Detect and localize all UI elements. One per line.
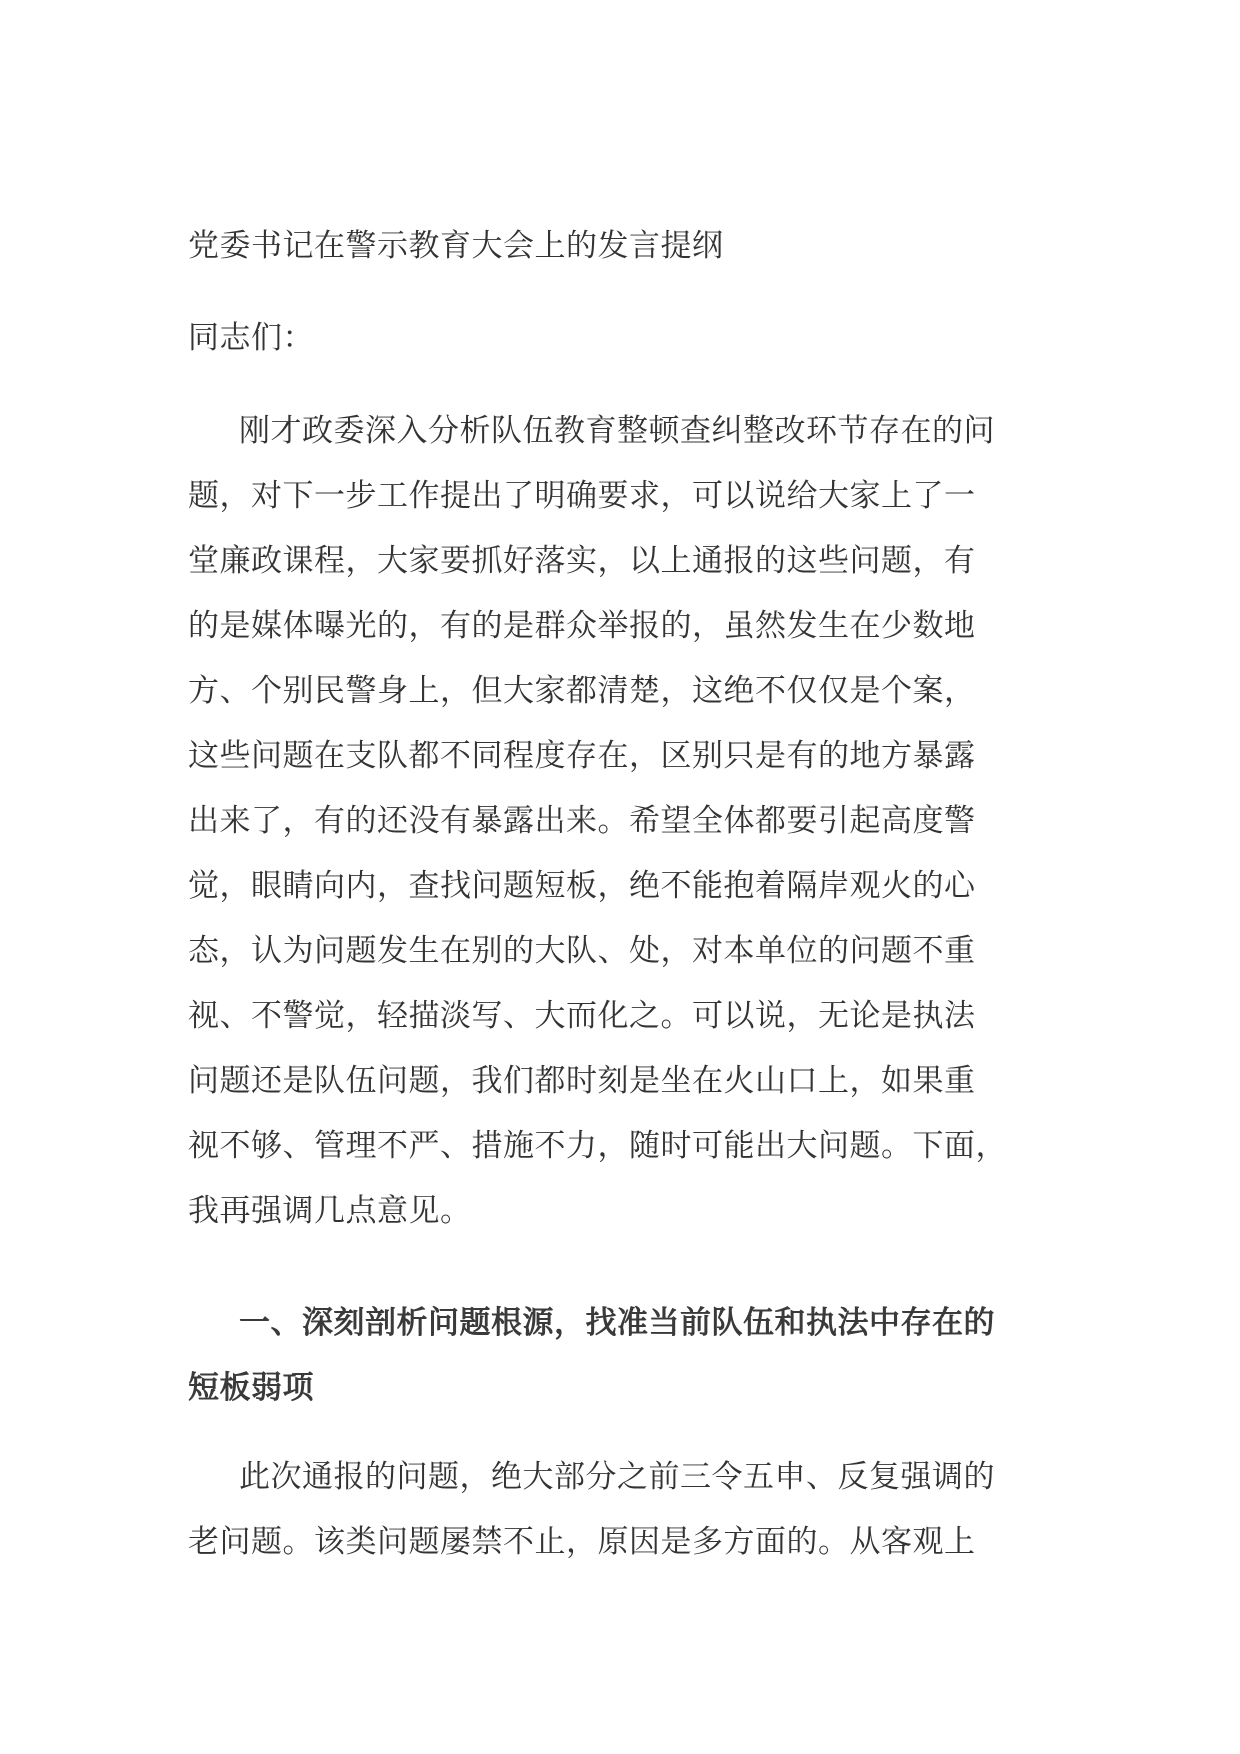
paragraph-line: 这些问题在支队都不同程度存在，区别只是有的地方暴露 bbox=[188, 738, 976, 774]
heading-line: 一、深刻剖析问题根源，找准当前队伍和执法中存在的 bbox=[239, 1305, 995, 1341]
paragraph-line: 此次通报的问题，绝大部分之前三令五申、反复强调的 bbox=[239, 1459, 995, 1495]
paragraph-line: 问题还是队伍问题，我们都时刻是坐在火山口上，如果重 bbox=[188, 1063, 976, 1099]
paragraph-2 bbox=[188, 1445, 1048, 1575]
paragraph-line: 老问题。该类问题屡禁不止，原因是多方面的。从客观上 bbox=[188, 1524, 976, 1560]
paragraph-line: 视、不警觉，轻描淡写、大而化之。可以说，无论是执法 bbox=[188, 998, 976, 1034]
paragraph-line: 态，认为问题发生在别的大队、处，对本单位的问题不重 bbox=[188, 933, 976, 969]
paragraph-line: 题，对下一步工作提出了明确要求，可以说给大家上了一 bbox=[188, 478, 976, 514]
paragraph-1 bbox=[188, 399, 1048, 1244]
heading-line: 短板弱项 bbox=[188, 1370, 314, 1406]
document-title: 党委书记在警示教育大会上的发言提纲 bbox=[188, 228, 724, 264]
section-heading-1 bbox=[188, 1291, 1048, 1421]
paragraph-line: 方、个别民警身上，但大家都清楚，这绝不仅仅是个案， bbox=[188, 673, 976, 709]
greeting: 同志们： bbox=[188, 320, 314, 356]
paragraph-line: 视不够、管理不严、措施不力，随时可能出大问题。下面， bbox=[188, 1128, 1007, 1164]
paragraph-line: 堂廉政课程，大家要抓好落实，以上通报的这些问题，有 bbox=[188, 543, 976, 579]
paragraph-line: 觉，眼睛向内，查找问题短板，绝不能抱着隔岸观火的心 bbox=[188, 868, 976, 904]
paragraph-line: 的是媒体曝光的，有的是群众举报的，虽然发生在少数地 bbox=[188, 608, 976, 644]
paragraph-line: 出来了，有的还没有暴露出来。希望全体都要引起高度警 bbox=[188, 803, 976, 839]
paragraph-line: 刚才政委深入分析队伍教育整顿查纠整改环节存在的问 bbox=[239, 413, 995, 449]
paragraph-line: 我再强调几点意见。 bbox=[188, 1193, 472, 1229]
